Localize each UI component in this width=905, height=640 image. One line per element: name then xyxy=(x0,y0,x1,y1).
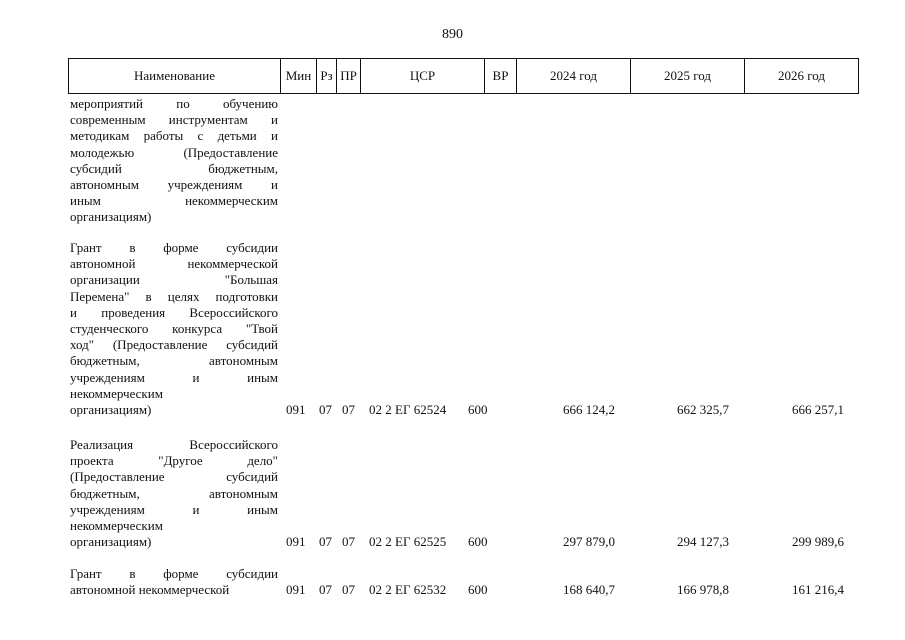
cell-pr: 07 xyxy=(342,534,355,550)
cell-csr: 02 2 ЕГ 62524 xyxy=(369,402,447,417)
cell-name-line: Грант в форме субсидии xyxy=(70,566,278,581)
header-name: Наименование xyxy=(69,59,281,94)
cell-min: 091 xyxy=(286,402,306,417)
cell-name-line: (Предоставление субсидий xyxy=(70,469,278,485)
cell-y2026: 666 257,1 xyxy=(792,402,844,417)
cell-vr: 600 xyxy=(468,582,488,598)
cell-name-line: субсидий бюджетным, xyxy=(70,160,278,176)
cell-y2024: 297 879,0 xyxy=(563,534,615,550)
table-row xyxy=(68,240,848,418)
header-min: Мин xyxy=(281,59,317,94)
cell-name-line: мероприятий по обучению xyxy=(70,96,278,111)
cell-name xyxy=(70,96,278,226)
cell-rz: 07 xyxy=(319,582,332,598)
cell-name-line: организации "Большая xyxy=(70,272,278,288)
cell-name-line: и проведения Всероссийского xyxy=(70,304,278,320)
cell-name-line: Перемена" в целях подготовки xyxy=(70,288,278,304)
header-2026: 2026 год xyxy=(745,59,859,94)
cell-name-line: Реализация Всероссийского xyxy=(70,437,278,452)
cell-y2026: 299 989,6 xyxy=(792,534,844,550)
cell-name-line: студенческого конкурса "Твой xyxy=(70,321,278,337)
table-header xyxy=(68,58,859,94)
header-vr: ВР xyxy=(485,59,517,94)
cell-name-line: проекта "Другое дело" xyxy=(70,453,278,469)
cell-name-line: ход" (Предоставление субсидий xyxy=(70,337,278,353)
cell-pr: 07 xyxy=(342,402,355,417)
cell-name-line: организациям) xyxy=(70,209,152,225)
cell-vr: 600 xyxy=(468,402,488,417)
cell-y2025: 662 325,7 xyxy=(677,402,729,417)
cell-vr: 600 xyxy=(468,534,488,550)
cell-name-line: учреждениям и иным xyxy=(70,501,278,517)
cell-name xyxy=(70,240,278,418)
cell-name-line: автономной некоммерческой xyxy=(70,256,278,272)
cell-name-line: некоммерческим xyxy=(70,518,163,534)
cell-name-line: учреждениям и иным xyxy=(70,369,278,385)
cell-name-line: автономной некоммерческой xyxy=(70,582,230,598)
cell-name-line: иным некоммерческим xyxy=(70,193,278,209)
cell-name-line: автономным учреждениям и xyxy=(70,177,278,193)
cell-name-line: методикам работы с детьми и xyxy=(70,128,278,144)
cell-name-line: организациям) xyxy=(70,402,152,418)
cell-pr: 07 xyxy=(342,582,355,598)
cell-min: 091 xyxy=(286,534,306,550)
cell-rz: 07 xyxy=(319,534,332,550)
cell-y2026: 161 216,4 xyxy=(792,582,844,598)
cell-rz: 07 xyxy=(319,402,332,417)
header-2024: 2024 год xyxy=(517,59,631,94)
table-row xyxy=(68,96,848,226)
cell-name-line: Грант в форме субсидии xyxy=(70,240,278,255)
table-row xyxy=(68,437,848,550)
page-number: 890 xyxy=(442,27,463,42)
cell-name xyxy=(70,437,278,550)
cell-y2025: 294 127,3 xyxy=(677,534,729,550)
header-pr: ПР xyxy=(337,59,361,94)
cell-csr: 02 2 ЕГ 62525 xyxy=(369,534,447,550)
cell-name-line: организациям) xyxy=(70,534,152,550)
header-csr: ЦСР xyxy=(361,59,485,94)
table-row xyxy=(68,566,848,598)
cell-name-line: современным инструментам и xyxy=(70,112,278,128)
cell-y2025: 166 978,8 xyxy=(677,582,729,598)
cell-name-line: молодежью (Предоставление xyxy=(70,144,278,160)
cell-name xyxy=(70,566,278,598)
cell-csr: 02 2 ЕГ 62532 xyxy=(369,582,447,598)
cell-name-line: некоммерческим xyxy=(70,385,163,401)
cell-min: 091 xyxy=(286,582,306,598)
cell-y2024: 168 640,7 xyxy=(563,582,615,598)
cell-name-line: бюджетным, автономным xyxy=(70,353,278,369)
header-rz: Рз xyxy=(317,59,337,94)
cell-name-line: бюджетным, автономным xyxy=(70,485,278,501)
cell-y2024: 666 124,2 xyxy=(563,402,615,417)
header-2025: 2025 год xyxy=(631,59,745,94)
